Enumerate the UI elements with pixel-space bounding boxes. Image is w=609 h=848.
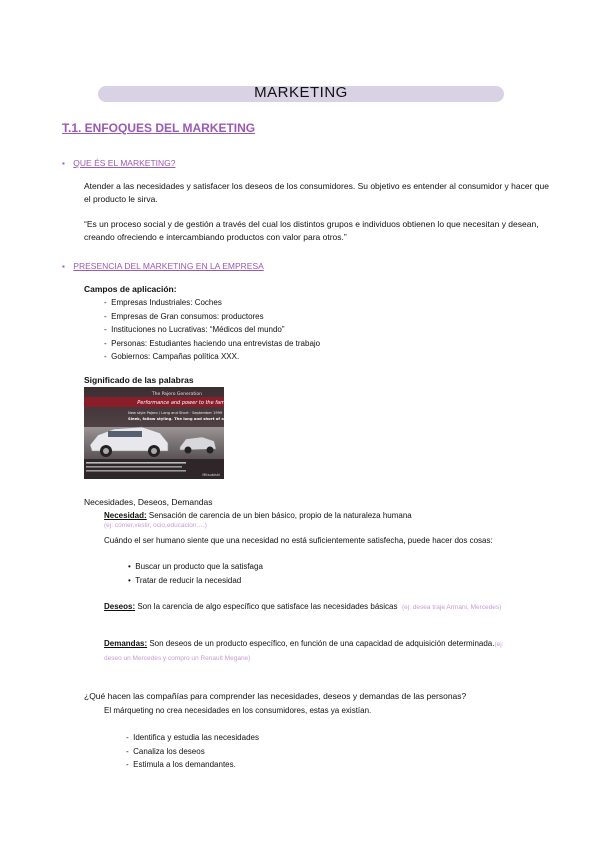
necesidad-term: Necesidad: — [104, 511, 147, 520]
demandas-text: Son deseos de un producto específico, en función de una capacidad de adquisición determinada. — [147, 639, 495, 648]
bullet-q1 — [62, 153, 175, 171]
section-heading: T.1. ENFOQUES DEL MARKETING — [62, 121, 256, 135]
q1-paragraph-2: “Es un proceso social y de gestión a través del cual los distintos grupos e individuos obtienen lo que necesitan y desean, creando ofreciendo e intercambiando productos con valor para otros.” — [84, 219, 539, 242]
necesidad-line — [104, 509, 544, 522]
q1-heading: QUE ÉS EL MARKETING? — [73, 158, 176, 168]
necesidad-text: Sensación de carencia de un bien básico, propio de la naturaleza humana — [146, 511, 412, 520]
question-list — [126, 731, 259, 772]
bullet-dot-icon: ▪ — [62, 159, 65, 168]
question-text: ¿Qué hacen las compañías para comprender las necesidades, deseos y demandas de las personas? — [84, 691, 467, 701]
list-item: - Estimula a los demandantes. — [126, 760, 236, 769]
deseos-line — [104, 600, 534, 614]
campos-label: Campos de aplicación: — [84, 284, 177, 294]
image-banner-top: The Pajero Generation — [151, 392, 202, 397]
car-advertisement-image — [84, 387, 259, 479]
image-caption-line2: Sleek, fallow styling. The long and short of a new generation — [128, 416, 259, 421]
list-item: - Empresas Industriales: Coches — [104, 298, 222, 307]
page-title: MARKETING — [254, 84, 348, 101]
significado-label: Significado de las palabras — [84, 375, 194, 385]
list-item: - Personas: Estudiantes haciendo una entrevistas de trabajo — [104, 338, 321, 348]
image-footer: Mitsubishi — [202, 473, 220, 477]
list-item: • Buscar un producto que la satisfaga — [128, 562, 263, 571]
necesidad-example: (ej: comer,vestir, ocio,educacion….) — [104, 522, 207, 529]
bullet-dot-icon: ▪ — [62, 262, 65, 271]
deseos-text: Son la carencia de algo específico que satisface las necesidades básicas — [135, 602, 398, 611]
list-item: - Canaliza los deseos — [126, 746, 205, 756]
list-item: - Instituciones no Lucrativas: “Médicos del mundo” — [104, 325, 285, 334]
campos-list — [104, 296, 320, 364]
deseos-term: Deseos: — [104, 602, 136, 611]
image-caption-line1: New style Pajero / Long and Short · September 1999 — [128, 411, 223, 415]
demandas-term: Demandas: — [104, 639, 148, 648]
image-banner-main: Performance and power to the family — [137, 400, 231, 406]
q1-paragraph-1: Atender a las necesidades y satisfacer los deseos de los consumidores. Su objetivo es entender al consumidor y hacer que el producto le sirva. — [84, 181, 549, 204]
list-item: - Identifica y estudia las necesidades — [126, 733, 259, 742]
question-answer: El márqueting no crea necesidades en los consumidores, estas ya existían. — [104, 706, 372, 715]
deseos-example: (ej: desea traje Armani, Mercedes) — [401, 604, 502, 611]
bullet-q2 — [62, 256, 264, 274]
nd-label: Necesidades, Deseos, Demandas — [84, 497, 213, 507]
q2-heading: PRESENCIA DEL MARKETING EN LA EMPRESA — [73, 261, 264, 271]
list-item: - Empresas de Gran consumos: productores — [104, 311, 264, 321]
list-item: • Tratar de reducir la necesidad — [128, 575, 242, 585]
list-item: - Gobiernos: Campañas política XXX. — [104, 352, 240, 361]
demandas-example: (ej: deseo un Mercedes y compro un Renault Megane) — [104, 641, 504, 662]
demandas-line — [104, 637, 504, 665]
necesidad-paragraph: Cuándo el ser humano siente que una necesidad no está suficientemente satisfecha, puede hacer dos cosas: — [104, 536, 493, 545]
necesidad-options — [128, 560, 263, 587]
